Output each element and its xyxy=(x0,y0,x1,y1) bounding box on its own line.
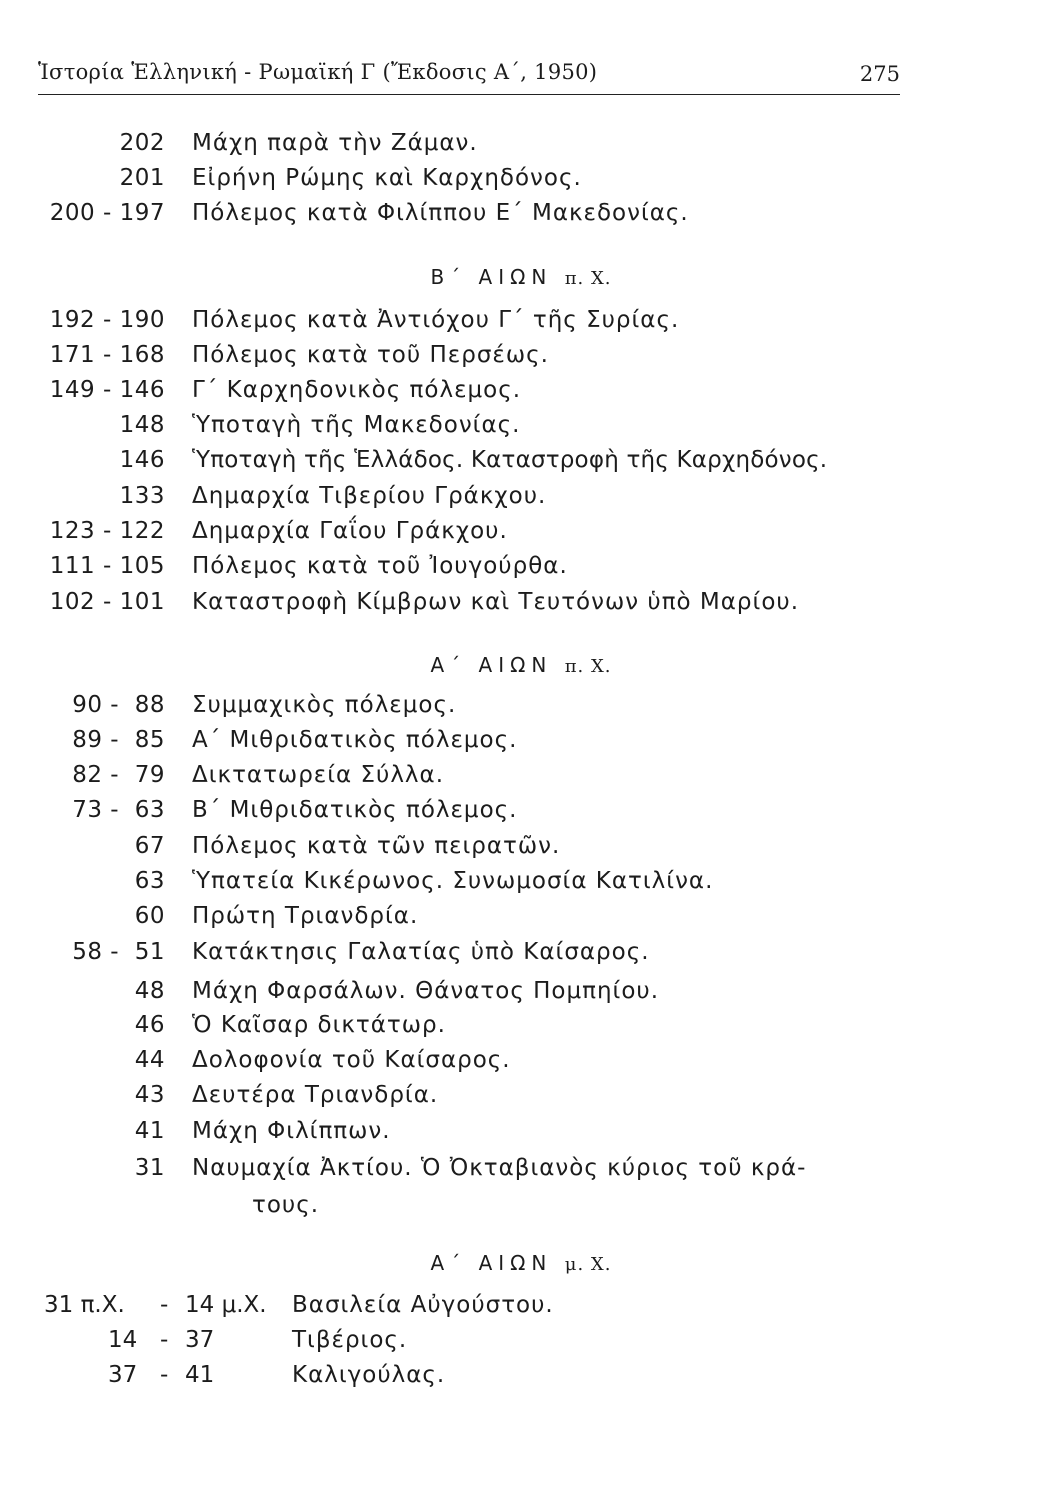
entry-date: 200 - 197 xyxy=(49,200,165,226)
chronology-entry xyxy=(0,549,1042,583)
chronology-entry xyxy=(0,479,1042,513)
section-suffix: μ. Χ. xyxy=(564,1254,612,1275)
chronology-entry xyxy=(0,974,1042,1008)
entry-date: 41 xyxy=(134,1118,165,1144)
chronology-entry xyxy=(0,864,1042,898)
entry-event: Δικτατωρεία Σύλλα. xyxy=(192,762,445,788)
entry-date: 90 - 88 xyxy=(72,692,165,718)
chronology-entry xyxy=(0,161,1042,195)
entry-continuation: τους. xyxy=(252,1192,320,1218)
entry-date: 146 xyxy=(119,447,165,473)
entry-date: 48 xyxy=(134,978,165,1004)
entry-event: Πόλεμος κατὰ Φιλίππου Ε΄ Μακεδονίας. xyxy=(192,200,689,226)
chronology-entry xyxy=(0,1114,1042,1148)
entry-event: Βασιλεία Αὐγούστου. xyxy=(292,1292,554,1318)
header-title: Ἱστορία Ἑλληνική - Ρωμαϊκή Γ (Ἔκδοσις Α΄, 1950) xyxy=(38,60,598,84)
entry-event: Ναυμαχία Ἀκτίου. Ὁ Ὀκταβιανὸς κύριος τοῦ κρά- xyxy=(192,1155,807,1181)
chronology-entry xyxy=(0,126,1042,160)
chronology-entry xyxy=(0,408,1042,442)
entry-event: Ὁ Καῖσαρ δικτάτωρ. xyxy=(192,1012,446,1038)
entry-date-separator: - xyxy=(160,1327,169,1353)
entry-date: 201 xyxy=(119,165,165,191)
chronology-entry xyxy=(0,1323,1042,1357)
entry-event: Καλιγούλας. xyxy=(292,1362,446,1388)
entry-event: Καταστροφὴ Κίμβρων καὶ Τευτόνων ὑπὸ Μαρίου. xyxy=(192,589,800,615)
entry-date: 82 - 79 xyxy=(72,762,165,788)
entry-date: 67 xyxy=(134,833,165,859)
entry-event: Εἰρήνη Ρώμης καὶ Καρχηδόνος. xyxy=(192,165,582,191)
entry-event: Μάχη παρὰ τὴν Ζάμαν. xyxy=(192,130,478,156)
chronology-entry xyxy=(0,303,1042,337)
chronology-entry xyxy=(0,196,1042,230)
entry-event: Δευτέρα Τριανδρία. xyxy=(192,1082,439,1108)
entry-event: Ὑπατεία Κικέρωνος. Συνωμοσία Κατιλίνα. xyxy=(192,868,714,894)
section-label: Α΄ ΑΙΩΝ xyxy=(430,1251,553,1275)
section-suffix: π. Χ. xyxy=(564,656,612,677)
section-label: Β΄ ΑΙΩΝ xyxy=(430,265,553,289)
chronology-entry xyxy=(0,1358,1042,1392)
chronology-entry xyxy=(0,1288,1042,1322)
entry-event: Δημαρχία Γαΐου Γράκχου. xyxy=(192,518,508,544)
section-suffix: π. Χ. xyxy=(564,268,612,289)
entry-event: Δολοφονία τοῦ Καίσαρος. xyxy=(192,1047,511,1073)
entry-event: Β΄ Μιθριδατικὸς πόλεμος. xyxy=(192,797,518,823)
chronology-entry xyxy=(0,443,1042,477)
entry-date: 171 - 168 xyxy=(49,342,165,368)
entry-date-from: 31 π.Χ. xyxy=(44,1292,125,1318)
section-heading xyxy=(0,262,1042,294)
entry-date: 73 - 63 xyxy=(72,797,165,823)
entry-date: 43 xyxy=(134,1082,165,1108)
chronology-entry xyxy=(0,758,1042,792)
entry-event: Α΄ Μιθριδατικὸς πόλεμος. xyxy=(192,727,518,753)
entry-event: Κατάκτησις Γαλατίας ὑπὸ Καίσαρος. xyxy=(192,939,650,965)
entry-event: Πρώτη Τριανδρία. xyxy=(192,903,419,929)
entry-date-from: 14 xyxy=(108,1327,138,1353)
entry-event: Ὑποταγὴ τῆς Ἑλλάδος. Καταστροφὴ τῆς Καρχηδόνος. xyxy=(192,447,828,473)
entry-event: Μάχη Φιλίππων. xyxy=(192,1118,391,1144)
entry-event: Πόλεμος κατὰ τῶν πειρατῶν. xyxy=(192,833,561,859)
entry-date: 44 xyxy=(134,1047,165,1073)
entry-date: 31 xyxy=(134,1155,165,1181)
chronology-entry xyxy=(0,338,1042,372)
entry-event: Πόλεμος κατὰ Ἀντιόχου Γ΄ τῆς Συρίας. xyxy=(192,307,680,333)
section-label: Α΄ ΑΙΩΝ xyxy=(430,653,553,677)
entry-date: 111 - 105 xyxy=(49,553,165,579)
entry-date: 192 - 190 xyxy=(49,307,165,333)
entry-event: Τιβέριος. xyxy=(292,1327,408,1353)
chronology-entry xyxy=(0,793,1042,827)
entry-date: 60 xyxy=(134,903,165,929)
entry-event: Δημαρχία Τιβερίου Γράκχου. xyxy=(192,483,547,509)
chronology-entry xyxy=(0,1151,1042,1185)
entry-date: 202 xyxy=(119,130,165,156)
entry-date: 58 - 51 xyxy=(72,939,165,965)
entry-date-to: 14 μ.Χ. xyxy=(185,1292,267,1318)
page-number: 275 xyxy=(859,62,900,86)
chronology-entry xyxy=(0,829,1042,863)
section-heading xyxy=(0,650,1042,682)
chronology-entry xyxy=(0,935,1042,969)
chronology-entry xyxy=(0,585,1042,619)
entry-date: 148 xyxy=(119,412,165,438)
entry-date: 63 xyxy=(134,868,165,894)
entry-date-separator: - xyxy=(160,1362,169,1388)
entry-date: 133 xyxy=(119,483,165,509)
entry-date: 149 - 146 xyxy=(49,377,165,403)
entry-event: Πόλεμος κατὰ τοῦ Περσέως. xyxy=(192,342,549,368)
chronology-entry xyxy=(0,688,1042,722)
chronology-entry xyxy=(0,514,1042,548)
entry-event: Πόλεμος κατὰ τοῦ Ἰουγούρθα. xyxy=(192,553,568,579)
entry-event: Συμμαχικὸς πόλεμος. xyxy=(192,692,457,718)
chronology-entry xyxy=(0,373,1042,407)
entry-date-separator: - xyxy=(160,1292,169,1318)
chronology-entry xyxy=(0,1078,1042,1112)
entry-date-from: 37 xyxy=(108,1362,138,1388)
entry-event: Ὑποταγὴ τῆς Μακεδονίας. xyxy=(192,412,521,438)
entry-date-to: 41 xyxy=(185,1362,215,1388)
entry-date: 123 - 122 xyxy=(49,518,165,544)
section-heading xyxy=(0,1248,1042,1280)
entry-date: 102 - 101 xyxy=(49,589,165,615)
entry-date: 46 xyxy=(134,1012,165,1038)
entry-event: Γ΄ Καρχηδονικὸς πόλεμος. xyxy=(192,377,522,403)
running-header xyxy=(38,58,900,95)
entry-date: 89 - 85 xyxy=(72,727,165,753)
chronology-entry xyxy=(0,899,1042,933)
chronology-entry xyxy=(0,1008,1042,1042)
chronology-entry xyxy=(0,1043,1042,1077)
entry-date-to: 37 xyxy=(185,1327,215,1353)
entry-event: Μάχη Φαρσάλων. Θάνατος Πομπηίου. xyxy=(192,978,660,1004)
chronology-entry xyxy=(0,723,1042,757)
